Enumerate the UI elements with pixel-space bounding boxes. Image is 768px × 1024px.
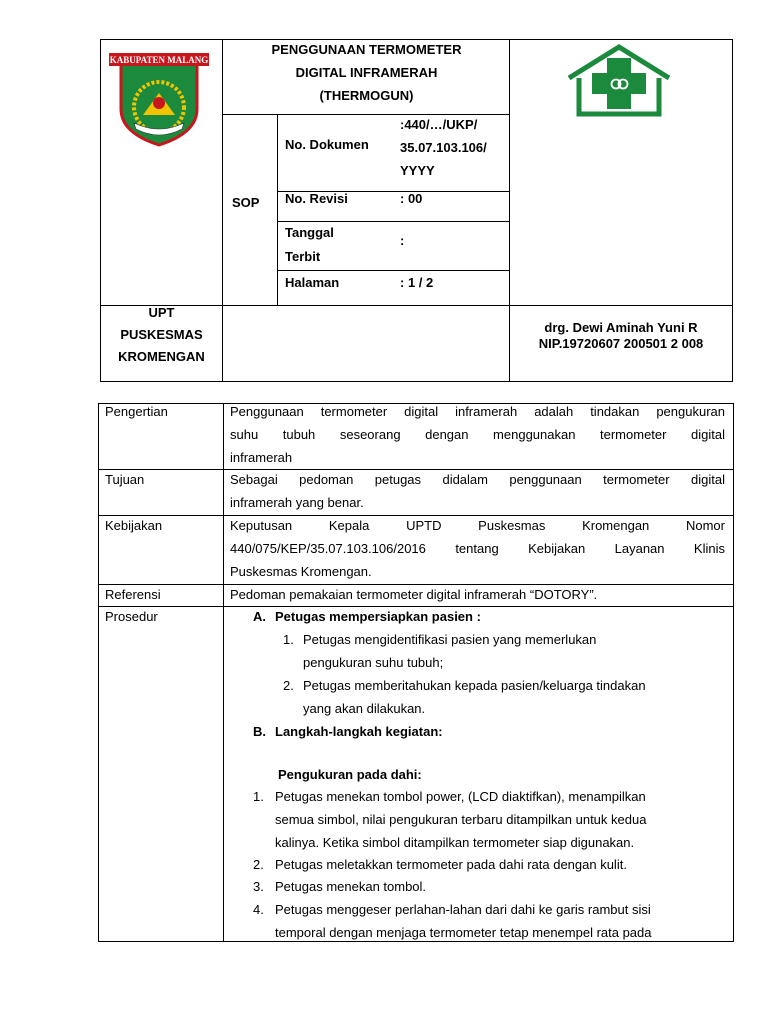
a-item-2-num: 2. [283, 678, 294, 693]
pengertian-line-3: inframerah [230, 450, 293, 465]
tujuan-text [230, 468, 725, 514]
page-value: : 1 / 2 [400, 275, 434, 290]
a-item-2-text [303, 674, 723, 720]
section-a-title: Petugas mempersiapkan pasien : [275, 609, 481, 624]
signer-nip: NIP.19720607 200501 2 008 [538, 336, 704, 351]
section-a-marker: A. [253, 609, 266, 624]
a-item-1-line-1: Petugas mengidentifikasi pasien yang memerlukan [303, 632, 597, 647]
subheading-dahi: Pengukuran pada dahi: [278, 767, 422, 782]
page-label: Halaman [285, 275, 340, 290]
kebijakan-line-2: 440/075/KEP/35.07.103.106/2016 tentang Kebijakan Layanan Klinis [230, 541, 725, 556]
doc-number-line-2: 35.07.103.106/ [400, 140, 487, 155]
b-item-1-text [275, 785, 725, 854]
b-item-1-line-2: semua simbol, nilai pengukuran terbaru ditampilkan untuk kedua [275, 812, 647, 827]
pengertian-text [230, 400, 725, 469]
a-item-2-line-1: Petugas memberitahukan kepada pasien/keluarga tindakan [303, 678, 646, 693]
issue-date-label [285, 221, 334, 269]
b-item-3-line-1: Petugas menekan tombol. [275, 879, 427, 894]
b-item-2-text [275, 853, 725, 876]
b-item-4-num: 4. [253, 902, 264, 917]
doc-number-line-1: :440/…/UKP/ [400, 117, 478, 132]
tujuan-label: Tujuan [105, 472, 145, 487]
doc-number-label: No. Dokumen [285, 137, 369, 152]
b-item-3-num: 3. [253, 879, 264, 894]
doc-number-value [400, 113, 487, 182]
a-item-2-line-2: yang akan dilakukan. [303, 701, 426, 716]
b-item-1-num: 1. [253, 789, 264, 804]
b-item-4-line-1: Petugas menggeser perlahan-lahan dari dahi ke garis rambut sisi [275, 902, 651, 917]
b-item-4-line-2: temporal dengan menjaga termometer tetap menempel rata pada [275, 925, 652, 940]
org-line-2: PUSKESMAS [120, 327, 203, 342]
a-item-1-text [303, 628, 723, 674]
org-line-1: UPT [148, 305, 175, 320]
title-line-1: PENGGUNAAN TERMOMETER [271, 42, 462, 57]
prosedur-label: Prosedur [105, 609, 158, 624]
referensi-label: Referensi [105, 587, 161, 602]
title-line-2: DIGITAL INFRAMERAH [295, 65, 438, 80]
issue-date-label-line-2: Terbit [285, 249, 321, 264]
issue-date-label-line-1: Tanggal [285, 225, 334, 240]
b-item-4-text [275, 898, 725, 944]
tujuan-line-1: Sebagai pedoman petugas didalam penggunaan termometer digital [230, 472, 725, 487]
pengertian-line-2: suhu tubuh seseorang dengan menggunakan termometer digital [230, 427, 725, 442]
referensi-text: Pedoman pemakaian termometer digital inframerah “DOTORY”. [230, 587, 598, 602]
pengertian-line-1: Penggunaan termometer digital inframerah adalah tindakan pengukuran [230, 404, 725, 419]
kebijakan-label: Kebijakan [105, 518, 163, 533]
kebijakan-line-3: Puskesmas Kromengan. [230, 564, 372, 579]
revision-value: : 00 [400, 191, 423, 206]
org-line-3: KROMENGAN [118, 349, 205, 364]
issue-date-value: : [400, 233, 405, 248]
puskesmas-logo [566, 44, 672, 120]
b-item-2-num: 2. [253, 857, 264, 872]
doc-number-line-3: YYYY [400, 163, 435, 178]
signer-block [510, 320, 732, 352]
a-item-1-line-2: pengukuran suhu tubuh; [303, 655, 444, 670]
tujuan-line-2: inframerah yang benar. [230, 495, 364, 510]
pengertian-label: Pengertian [105, 404, 168, 419]
kabupaten-malang-logo [107, 51, 211, 147]
b-item-1-line-3: kalinya. Ketika simbol ditampilkan termometer siap digunakan. [275, 835, 635, 850]
section-b-title: Langkah-langkah kegiatan: [275, 724, 443, 739]
b-item-1-line-1: Petugas menekan tombol power, (LCD diaktifkan), menampilkan [275, 789, 646, 804]
document-title [223, 38, 510, 107]
section-b-marker: B. [253, 724, 266, 739]
a-item-1-num: 1. [283, 632, 294, 647]
kebijakan-text [230, 514, 725, 583]
b-item-2-line-1: Petugas meletakkan termometer pada dahi rata dengan kulit. [275, 857, 627, 872]
title-line-3: (THERMOGUN) [319, 88, 414, 103]
logo-banner-text: KABUPATEN MALANG [109, 55, 209, 65]
organization-name [101, 302, 222, 368]
signer-name: drg. Dewi Aminah Yuni R [544, 320, 698, 335]
b-item-3-text [275, 875, 725, 898]
revision-label: No. Revisi [285, 191, 348, 206]
kebijakan-line-1: Keputusan Kepala UPTD Puskesmas Kromengan Nomor [230, 518, 725, 533]
sop-label: SOP [232, 195, 260, 210]
